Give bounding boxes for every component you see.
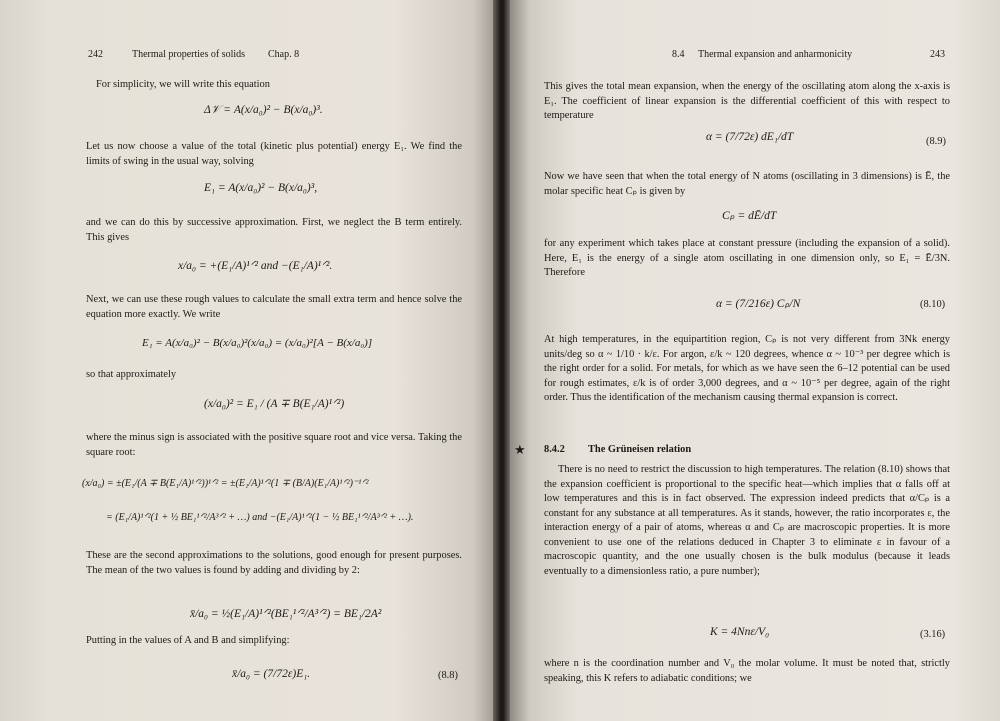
section-title: The Grüneisen relation [588,444,692,455]
equation: E₁ = A(x/a₀)² − B(x/a₀)²(x/a₀) = (x/a₀)²[A − B(x/a₀)] [142,337,373,349]
paragraph: Let us now choose a value of the total (kinetic plus potential) energy E₁. We find the limits of swing in the usual way, solving [86,141,462,167]
equation: K = 4Nnε/V₀ [710,626,770,638]
running-head-chapter: Chap. 8 [268,49,300,60]
equation-number: (8.10) [920,299,946,310]
paragraph: Putting in the values of A and B and simplifying: [86,635,290,646]
paragraph: and we can do this by successive approximation. First, we neglect the B term entirely. This gives [86,217,462,243]
equation-number: (8.8) [438,670,458,681]
paragraph: Now we have seen that when the total energy of N atoms (oscillating in 3 dimensions) is Ē, the molar specific heat Cₚ is given by [544,171,950,197]
paragraph: so that approximately [86,369,177,380]
paragraph: Next, we can use these rough values to calculate the small extra term and hence solve the equation more exactly. We write [86,294,462,320]
page-number: 243 [930,49,945,60]
equation: x/a₀ = +(E₁/A)¹ᐟ² and −(E₁/A)¹ᐟ². [178,260,333,272]
paragraph: There is no need to restrict the discussion to high temperatures. The relation (8.10) shows that the expansion coefficient is proportional to the specific heat—which implies that α falls off at low temperatures and this is in fact observed. The expression indeed predicts that α/Cₚ is a constant for any substance at all temperatures. As it stands, however, the ratio incorporates ε, the interaction energy of a pair of atoms, whereas α and Cₚ are macroscopic properties. It is more convenient to use one of the relations deduced in Chapter 3 to eliminate ε in favour of a macroscopic quantity, and the one usually chosen is the bulk modulus (because it leads eventually to a dimensionless ratio, a pure number); [544,464,950,577]
right-page [510,0,1000,721]
equation: Δ𝒱 = A(x/a₀)² − B(x/a₀)³. [204,104,323,116]
paragraph: These are the second approximations to the solutions, good enough for present purposes. The mean of the two values is found by adding and dividing by 2: [86,550,462,576]
paragraph: for any experiment which takes place at constant pressure (including the expansion of a solid). Here, E₁ is the energy of a single atom oscillating in one dimension only, so E₁ = Ē/3N. Therefore [544,238,950,278]
paragraph: where the minus sign is associated with the positive square root and vice versa. Taking the square root: [86,432,462,458]
page-number: 242 [88,49,103,60]
equation: (x/a₀)² = E₁ / (A ∓ B(E₁/A)¹ᐟ²) [204,398,345,410]
equation: α = (7/216ε) Cₚ/N [716,298,801,310]
section-number: 8.4.2 [544,444,565,455]
equation: E₁ = A(x/a₀)² − B(x/a₀)³, [204,182,318,194]
equation: x̄/a₀ = (7/72ε)E₁. [232,668,311,680]
equation: = (E₁/A)¹ᐟ²(1 + ½ BE₁¹ᐟ²/A³ᐟ² + …) and −(E₁/A)¹ᐟ²(1 − ½ BE₁¹ᐟ²/A³ᐟ² + …). [106,512,414,523]
equation: (x/a₀) = ±(E₁/(A ∓ B(E₁/A)¹ᐟ²))¹ᐟ² = ±(E₁/A)¹ᐟ²(1 ∓ (B/A)(E₁/A)¹ᐟ²)⁻¹ᐟ² [82,478,369,489]
equation: x̄/a₀ = ½(E₁/A)¹ᐟ²(BE₁¹ᐟ²/A³ᐟ²) = BE₁/2A² [190,608,382,620]
running-head-section: 8.4 [672,49,685,60]
paragraph: At high temperatures, in the equipartition region, Cₚ is not very different from 3Nk energy units/deg so α ~ 1/10 · k/ε. For argon, ε/k ~ 120 degrees, whence α ~ 10⁻³ per degree which is the right order for a solid. For metals, for which as we have seen the 6–12 potential can be used for rough estimates, ε/k is of order 3,000 degrees, and α ~ 10⁻⁵ per degree, again of the right order. Thus the identification of the mechanism causing thermal expansion is correct. [544,334,950,403]
paragraph: where n is the coordination number and V₀ the molar volume. It must be noted that, strictly speaking, this K refers to adiabatic conditions; we [544,658,950,684]
equation: Cₚ = dĒ/dT [722,210,777,222]
book-gutter [493,0,510,721]
paragraph: For simplicity, we will write this equation [96,79,270,90]
paragraph: This gives the total mean expansion, when the energy of the oscillating atom along the x-axis is E₁. The coefficient of linear expansion is the differential coefficient of this with respect to temperature [544,81,950,121]
running-head-title: Thermal expansion and anharmonicity [698,49,853,60]
equation-number: (3.16) [920,629,946,640]
star-icon: ★ [514,442,526,457]
left-page [0,0,493,721]
equation-number: (8.9) [926,136,946,147]
running-head-title: Thermal properties of solids [132,49,246,60]
equation: α = (7/72ε) dE₁/dT [706,131,794,143]
